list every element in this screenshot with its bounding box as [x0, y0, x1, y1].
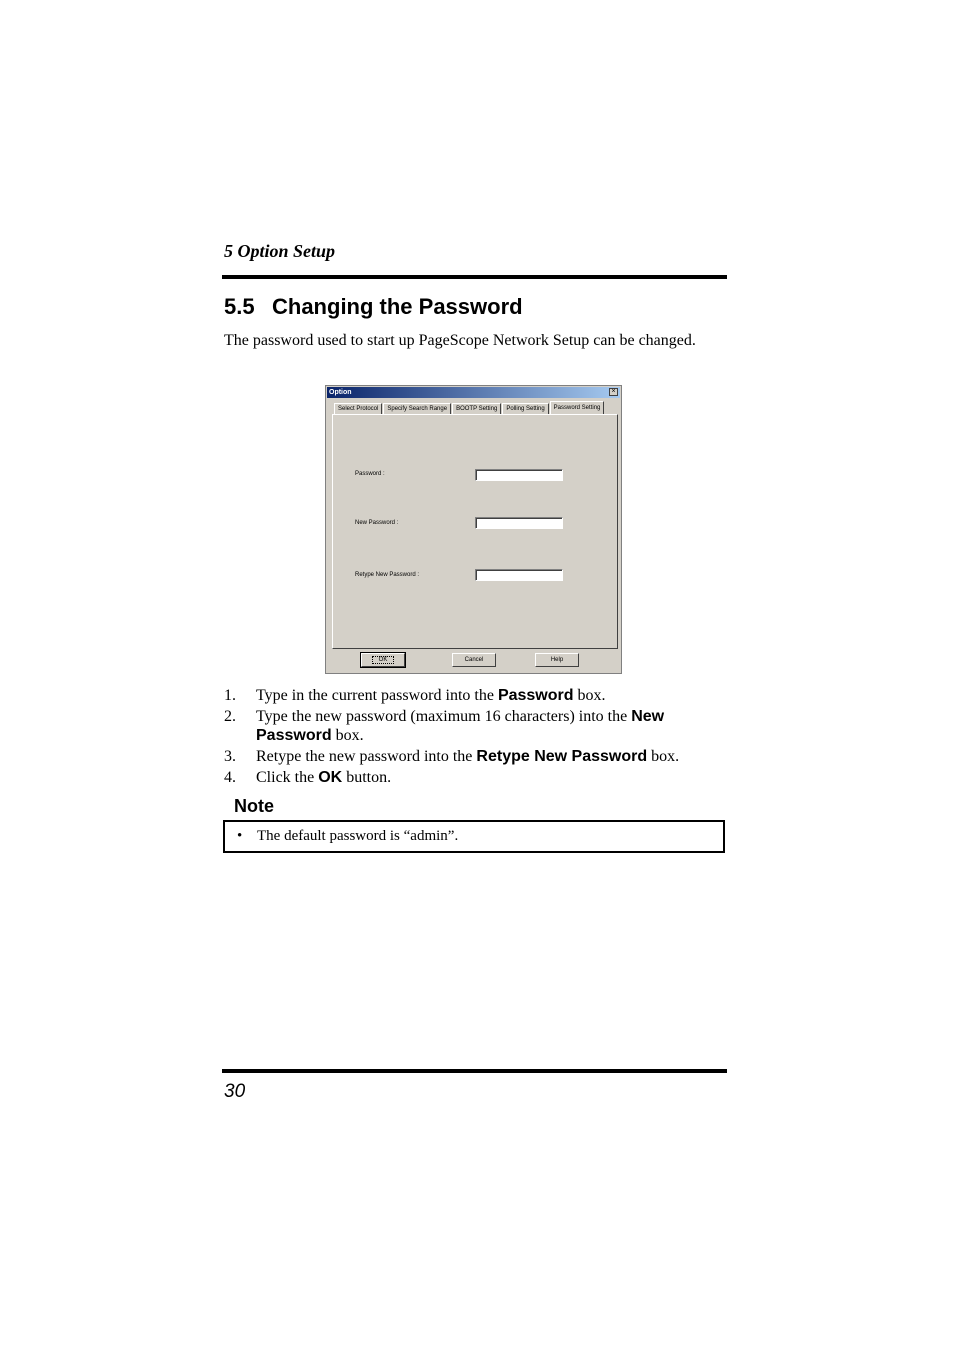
- intro-paragraph: The password used to start up PageScope Network Setup can be changed.: [224, 332, 696, 349]
- section-number: 5.5: [224, 294, 255, 319]
- step-text-pre: Type the new password (maximum 16 characters) into the: [256, 708, 632, 725]
- step-ui-term: OK: [318, 769, 343, 786]
- help-button[interactable]: Help: [535, 653, 579, 667]
- step-text: [256, 686, 724, 705]
- section-heading: [224, 294, 523, 320]
- step-number: 1.: [224, 687, 236, 704]
- retype-new-password-field[interactable]: [475, 569, 563, 581]
- step-ui-term: Retype New Password: [476, 748, 648, 765]
- step-text: [256, 707, 724, 745]
- new-password-field[interactable]: [475, 517, 563, 529]
- step-ui-term: Password: [497, 687, 574, 704]
- note-text: The default password is “admin”.: [257, 828, 459, 844]
- step-text-post: button.: [342, 769, 392, 786]
- password-label: Password :: [355, 471, 385, 477]
- new-password-label: New Password :: [355, 520, 399, 526]
- step-text-post: box.: [647, 748, 680, 765]
- page-number: 30: [224, 1081, 246, 1102]
- bullet-icon: •: [237, 828, 243, 844]
- step-text: [256, 747, 724, 766]
- dialog-title: Option: [329, 389, 352, 396]
- step-number: 3.: [224, 748, 236, 765]
- step-text-pre: Retype the new password into the: [256, 748, 477, 765]
- step-text-pre: Type in the current password into the: [256, 687, 498, 704]
- dialog-titlebar: [327, 387, 620, 398]
- tab-bootp-setting[interactable]: BOOTP Setting: [452, 403, 501, 415]
- tab-polling-setting[interactable]: Polling Setting: [502, 403, 548, 415]
- password-field[interactable]: [475, 469, 563, 481]
- list-item: [224, 707, 724, 745]
- chapter-header: 5 Option Setup: [224, 241, 336, 261]
- section-title: Changing the Password: [272, 294, 523, 319]
- password-setting-panel: [332, 414, 618, 649]
- ok-button-label: OK: [372, 656, 395, 664]
- tab-specify-search-range[interactable]: Specify Search Range: [383, 403, 451, 415]
- cancel-button[interactable]: Cancel: [452, 653, 496, 667]
- note-heading: Note: [234, 796, 274, 816]
- list-item: [224, 686, 724, 705]
- list-item: [224, 747, 724, 766]
- list-item: [224, 768, 724, 787]
- step-number: 4.: [224, 769, 236, 786]
- retype-new-password-label: Retype New Password :: [355, 572, 420, 578]
- footer-rule: [222, 1069, 727, 1073]
- step-text-post: box.: [573, 687, 606, 704]
- close-icon[interactable]: ×: [609, 388, 618, 396]
- step-text-post: box.: [331, 727, 364, 744]
- steps-list: [224, 686, 724, 789]
- step-number: 2.: [224, 708, 236, 725]
- tab-password-setting[interactable]: Password Setting: [550, 401, 605, 415]
- header-rule: [222, 275, 727, 279]
- note-box: [223, 820, 725, 853]
- step-text-pre: Click the: [256, 769, 319, 786]
- step-ui-term: New Password: [256, 708, 665, 744]
- ok-button[interactable]: [361, 653, 405, 667]
- tab-select-protocol[interactable]: Select Protocol: [334, 403, 382, 415]
- option-dialog: [325, 385, 622, 674]
- step-text: [256, 768, 724, 787]
